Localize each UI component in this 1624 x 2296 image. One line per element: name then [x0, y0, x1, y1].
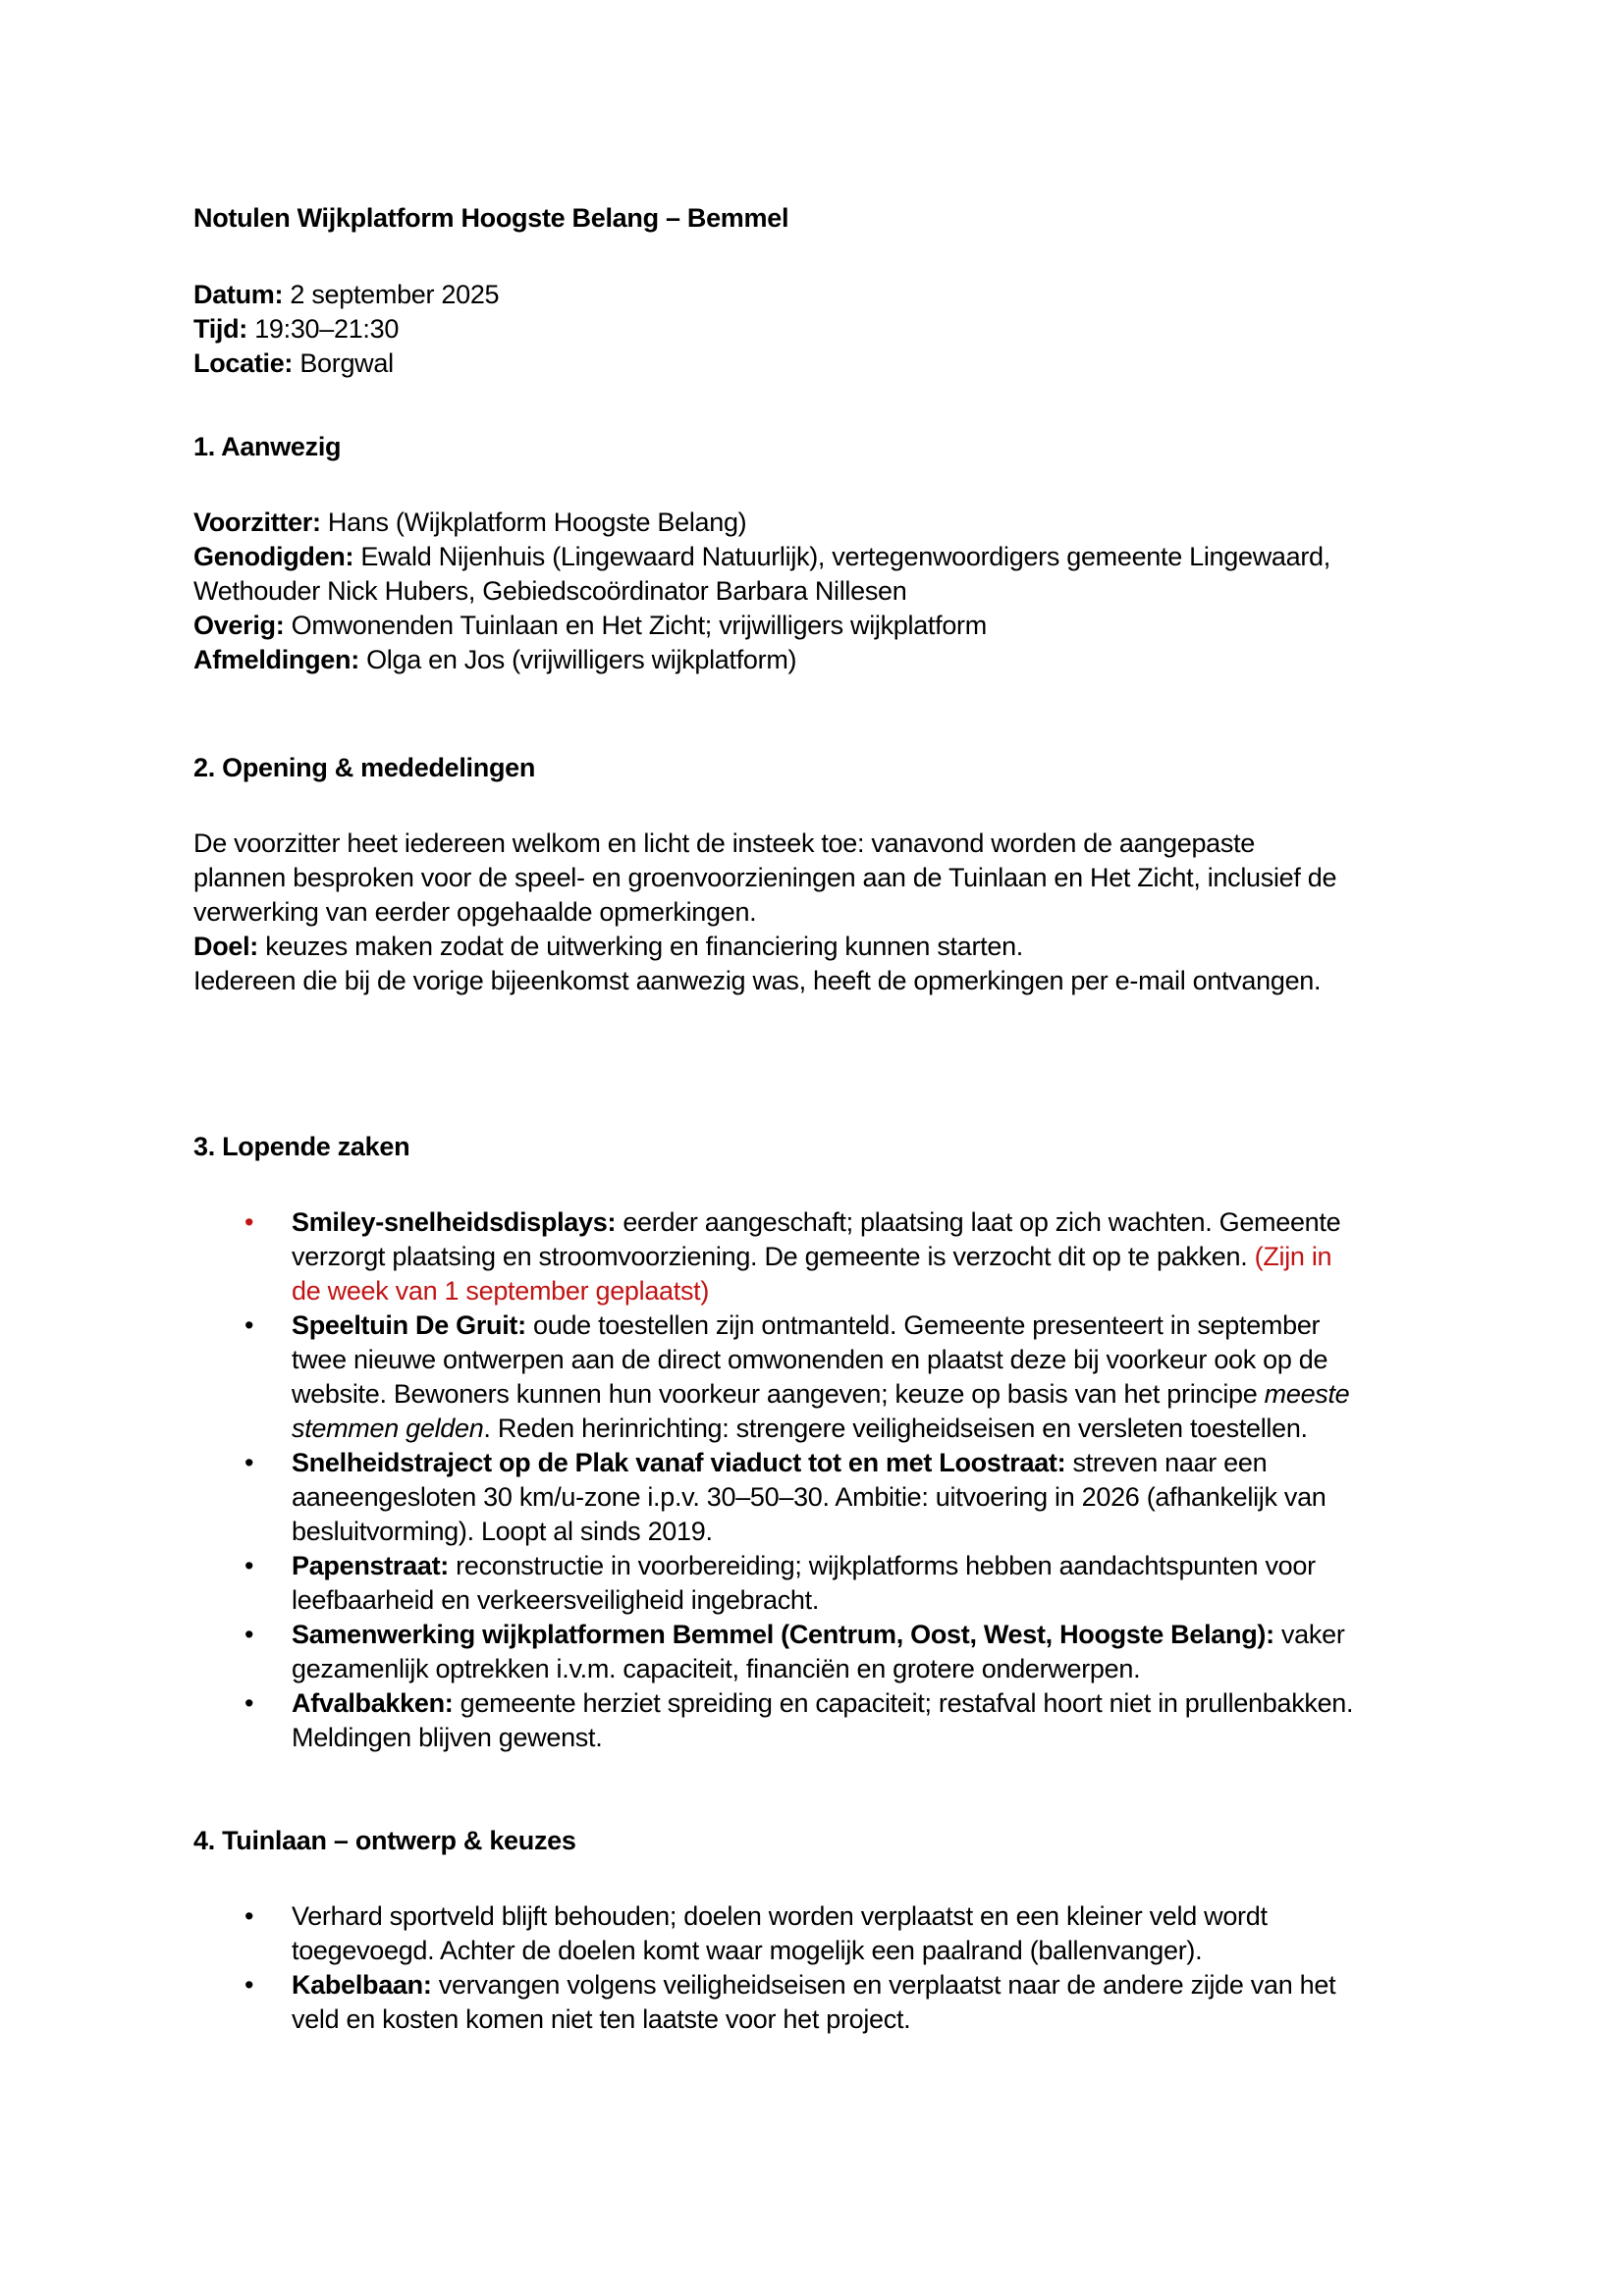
text-run: toegevoegd. Achter de doelen komt waar mogelijk een paalrand (ballenvanger). [292, 1936, 1203, 1965]
list-item-speeltuin-de-gruit [193, 1308, 1457, 1446]
text-run: twee nieuwe ontwerpen aan de direct omwonenden en plaatst deze bij voorkeur ook op de [292, 1345, 1328, 1374]
attendees-block [193, 506, 1457, 677]
text-run: Speeltuin De Gruit: [292, 1310, 526, 1340]
opening-block [193, 827, 1457, 998]
text-run: besluitvorming). Loopt al sinds 2019. [292, 1517, 713, 1546]
text-run: streven naar een [1065, 1448, 1268, 1477]
text-run: Tijd: [193, 314, 247, 344]
text-run: Afvalbakken: [292, 1688, 454, 1718]
document-title: Notulen Wijkplatform Hoogste Belang – Bemmel [193, 203, 789, 233]
text-run: vervangen volgens veiligheidseisen en verplaatst naar de andere zijde van het [431, 1970, 1336, 2000]
text-run: vaker [1273, 1620, 1345, 1649]
attendees-afmeldingen [193, 643, 1457, 677]
text-run: 19:30–21:30 [247, 314, 400, 344]
text-run: Wethouder Nick Hubers, Gebiedscoördinator Barbara Nillesen [193, 576, 907, 606]
section-heading-lopende-zaken: 3. Lopende zaken [193, 1132, 410, 1161]
text-run: Overig: [193, 611, 285, 640]
text-run: Genodigden: [193, 542, 354, 571]
text-run: veld en kosten komen niet ten laatste voor het project. [292, 2004, 911, 2034]
text-run: Meldingen blijven gewenst. [292, 1723, 603, 1752]
text-run: Snelheidstraject op de Plak vanaf viaduct tot en met Loostraat: [292, 1448, 1066, 1477]
attendees-voorzitter [193, 506, 1457, 540]
text-run: stemmen gelden [292, 1414, 484, 1443]
text-run: eerder aangeschaft; plaatsing laat op zich wachten. Gemeente [616, 1207, 1341, 1237]
text-run: verzorgt plaatsing en stroomvoorziening. De gemeente is verzocht dit op te pakken. [292, 1242, 1255, 1271]
list-item-snelheidstraject [193, 1446, 1457, 1549]
meta-line-tijd [193, 312, 1457, 347]
text-run: de week van 1 september geplaatst) [292, 1276, 710, 1306]
lopende-zaken-list [193, 1205, 1457, 1755]
section-heading-aanwezig: 1. Aanwezig [193, 432, 342, 461]
text-run: meeste [1264, 1379, 1350, 1409]
list-item-papenstraat [193, 1549, 1457, 1618]
text-run: De voorzitter heet iedereen welkom en licht de insteek toe: vanavond worden de aangepaste [193, 828, 1255, 858]
text-run: Voorzitter: [193, 507, 321, 537]
text-run: Hans (Wijkplatform Hoogste Belang) [320, 507, 747, 537]
text-run: leefbaarheid en verkeersveiligheid ingebracht. [292, 1585, 820, 1615]
section-heading-tuinlaan: 4. Tuinlaan – ontwerp & keuzes [193, 1826, 576, 1855]
list-item-smiley-snelheidsdisplays [193, 1205, 1457, 1308]
text-run: plannen besproken voor de speel- en groenvoorzieningen aan de Tuinlaan en Het Zicht, inclusief de [193, 863, 1337, 892]
meta-block [193, 278, 1457, 381]
text-run: Ewald Nijenhuis (Lingewaard Natuurlijk), vertegenwoordigers gemeente Lingewaard, [353, 542, 1330, 571]
text-run: gezamenlijk optrekken i.v.m. capaciteit, financiën en grotere onderwerpen. [292, 1654, 1141, 1683]
text-run: verwerking van eerder opgehaalde opmerkingen. [193, 897, 757, 927]
opening-paragraph [193, 827, 1457, 930]
text-run: Verhard sportveld blijft behouden; doelen worden verplaatst en een kleiner veld wordt [292, 1901, 1268, 1931]
text-run: Kabelbaan: [292, 1970, 432, 2000]
list-item-verhard-sportveld [193, 1899, 1457, 1968]
text-run: Smiley-snelheidsdisplays: [292, 1207, 617, 1237]
text-run: Doel: [193, 932, 259, 961]
list-item-samenwerking [193, 1618, 1457, 1686]
text-run: Papenstraat: [292, 1551, 449, 1580]
text-run: . Reden herinrichting: strengere veiligheidseisen en versleten toestellen. [483, 1414, 1308, 1443]
attendees-genodigden [193, 540, 1457, 609]
text-run: aaneengesloten 30 km/u-zone i.p.v. 30–50–30. Ambitie: uitvoering in 2026 (afhankelijk van [292, 1482, 1326, 1512]
text-run: Afmeldingen: [193, 645, 359, 674]
attendees-overig [193, 609, 1457, 643]
text-run: reconstructie in voorbereiding; wijkplatforms hebben aandachtspunten voor [448, 1551, 1316, 1580]
text-run: 2 september 2025 [283, 280, 500, 309]
text-run: keuzes maken zodat de uitwerking en financiering kunnen starten. [258, 932, 1023, 961]
text-run: Olga en Jos (vrijwilligers wijkplatform) [358, 645, 797, 674]
list-item-kabelbaan [193, 1968, 1457, 2037]
text-run: Locatie: [193, 348, 294, 378]
meta-line-locatie [193, 347, 1457, 381]
list-item-afvalbakken [193, 1686, 1457, 1755]
tuinlaan-list [193, 1899, 1457, 2037]
text-run: gemeente herziet spreiding en capaciteit; restafval hoort niet in prullenbakken. [453, 1688, 1354, 1718]
text-run: Borgwal [293, 348, 394, 378]
text-run: Datum: [193, 280, 284, 309]
meta-line-datum [193, 278, 1457, 312]
text-run: Samenwerking wijkplatformen Bemmel (Centrum, Oost, West, Hoogste Belang): [292, 1620, 1274, 1649]
text-run: Omwonenden Tuinlaan en Het Zicht; vrijwilligers wijkplatform [284, 611, 987, 640]
opening-iedereen [193, 964, 1457, 998]
text-run: (Zijn in [1254, 1242, 1332, 1271]
text-run: Iedereen die bij de vorige bijeenkomst aanwezig was, heeft de opmerkingen per e-mail ontvangen. [193, 966, 1322, 995]
section-heading-opening: 2. Opening & mededelingen [193, 753, 536, 782]
opening-doel [193, 930, 1457, 964]
text-run: oude toestellen zijn ontmanteld. Gemeente presenteert in september [525, 1310, 1321, 1340]
text-run: website. Bewoners kunnen hun voorkeur aangeven; keuze op basis van het principe [292, 1379, 1265, 1409]
